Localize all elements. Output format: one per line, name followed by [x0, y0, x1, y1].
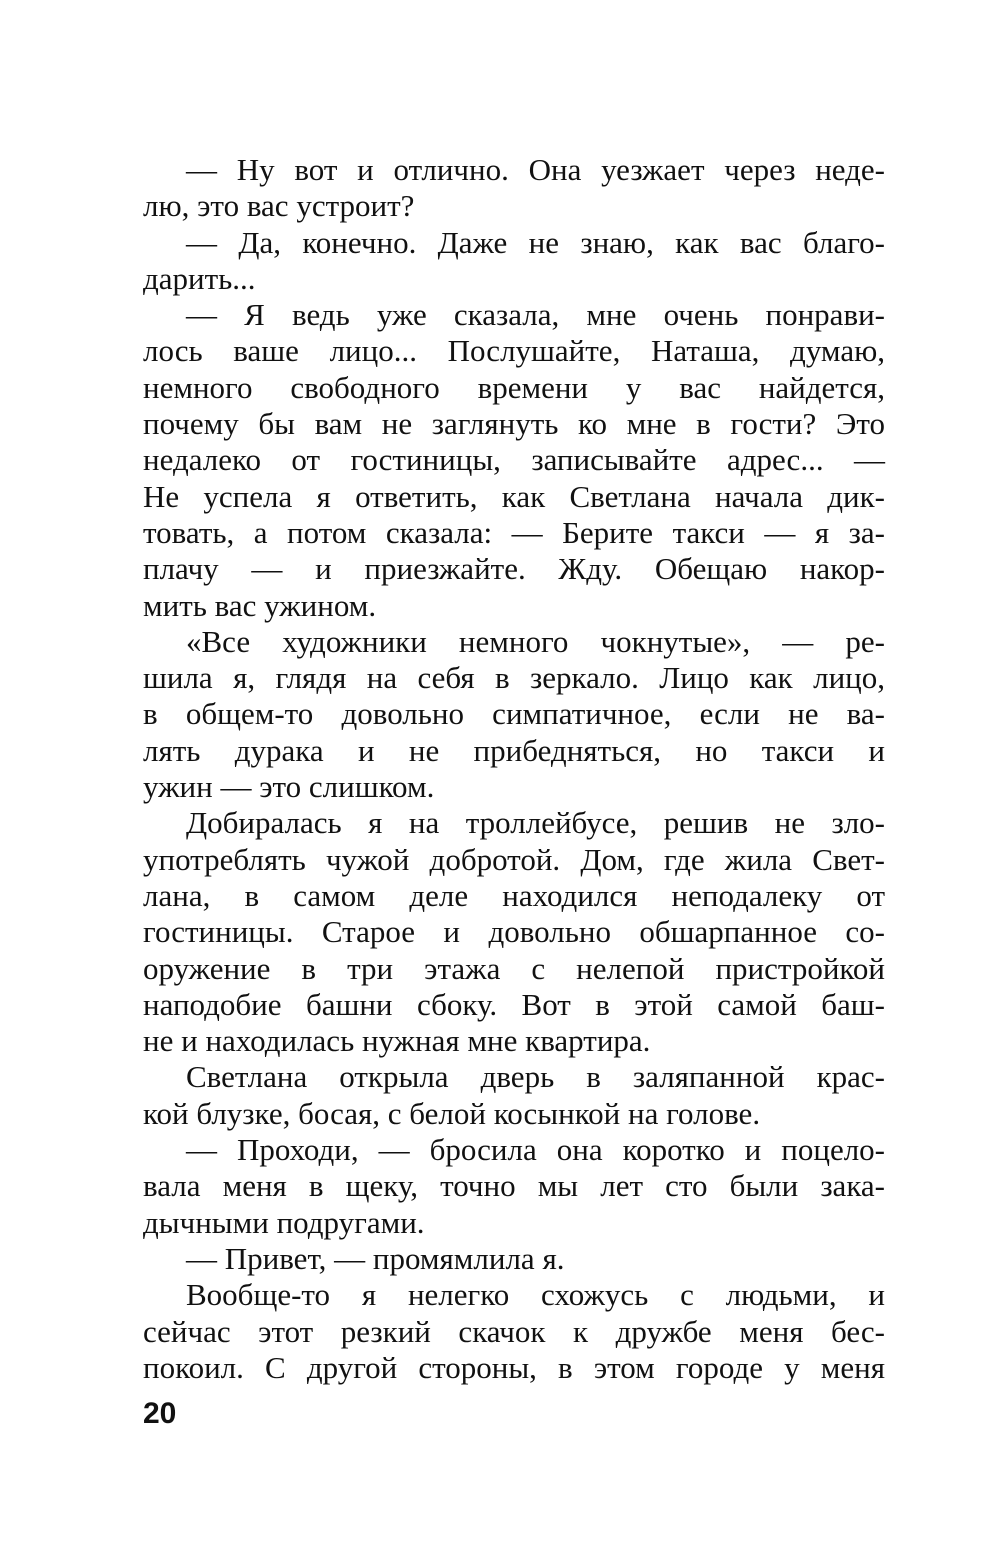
text-line: мить вас ужином. — [143, 587, 377, 623]
text-line: покоил. С другой стороны, в этом городе у меня — [143, 1349, 885, 1385]
text-line: употреблять чужой добротой. Дом, где жила Свет- — [143, 841, 885, 877]
text-line: лось ваше лицо... Послушайте, Наташа, думаю, — [143, 333, 885, 369]
text-line: недалеко от гостиницы, записывайте адрес... — — [143, 442, 885, 478]
text-line: кой блузке, босая, с белой косынкой на голове. — [143, 1095, 761, 1131]
text-line: лять дурака и не прибедняться, но такси и — [143, 732, 885, 768]
text-line: наподобие башни сбоку. Вот в этой самой баш- — [143, 986, 885, 1022]
text-line: ужин — это слишком. — [143, 769, 435, 805]
text-line: дарить... — [143, 260, 256, 296]
text-line: в общем-то довольно симпатичное, если не ва- — [143, 696, 885, 732]
text-line: сейчас этот резкий скачок к дружбе меня бес- — [143, 1313, 885, 1349]
text-line: — Я ведь уже сказала, мне очень понрави- — [186, 297, 885, 333]
text-line: — Да, конечно. Даже не знаю, как вас благо- — [186, 224, 885, 260]
text-line: Не успела я ответить, как Светлана начала дик- — [143, 478, 885, 514]
text-line: Светлана открыла дверь в заляпанной крас- — [186, 1059, 885, 1095]
text-line: товать, а потом сказала: — Берите такси — я за- — [143, 514, 885, 550]
text-line: Вообще-то я нелегко схожусь с людьми, и — [186, 1277, 885, 1313]
text-line: гостиницы. Старое и довольно обшарпанное со- — [143, 914, 885, 950]
text-line: немного свободного времени у вас найдется, — [143, 369, 885, 405]
text-line: дычными подругами. — [143, 1204, 425, 1240]
text-line: шила я, глядя на себя в зеркало. Лицо как лицо, — [143, 660, 885, 696]
body-text — [143, 152, 885, 1386]
text-line: вала меня в щеку, точно мы лет сто были зака- — [143, 1168, 885, 1204]
text-line: — Ну вот и отлично. Она уезжает через неде- — [186, 152, 885, 187]
text-line: «Все художники немного чокнутые», — ре- — [186, 623, 885, 659]
text-line: — Проходи, — бросила она коротко и поцело- — [186, 1132, 885, 1168]
text-line: лю, это вас устроит? — [143, 188, 415, 224]
text-line: плачу — и приезжайте. Жду. Обещаю накор- — [143, 551, 885, 587]
text-line: оружение в три этажа с нелепой пристройкой — [143, 950, 885, 986]
text-line: не и находилась нужная мне квартира. — [143, 1023, 651, 1059]
text-line: почему бы вам не заглянуть ко мне в гости? Это — [143, 406, 885, 442]
text-line: Добиралась я на троллейбусе, решив не зло- — [186, 805, 885, 841]
text-line: лана, в самом деле находился неподалеку от — [143, 877, 885, 913]
page-number: 20 — [143, 1397, 177, 1430]
text-line: — Привет, — промямлила я. — [186, 1240, 565, 1276]
